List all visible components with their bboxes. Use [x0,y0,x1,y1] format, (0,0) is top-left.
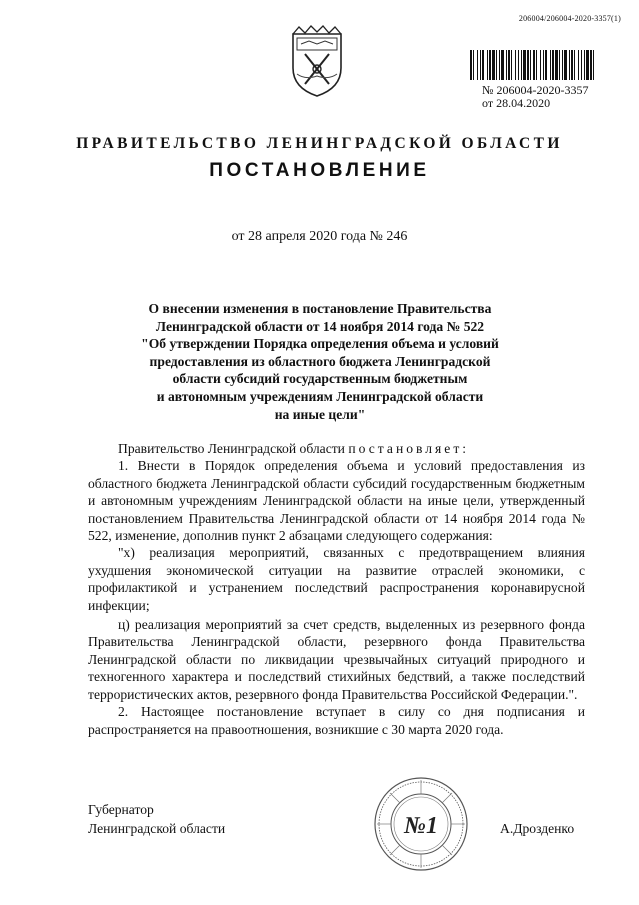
signer-title [88,800,225,838]
coat-of-arms-icon [285,24,349,98]
title-line: и автономным учреждениям Ленинградской области [156,388,484,404]
seal-number: №1 [404,813,438,839]
document-body [88,440,585,738]
signer-title-line-2: Ленинградской области [88,821,226,836]
intro-paragraph [88,440,585,457]
document-title [110,300,530,423]
signer-title-line-1: Губернатор [88,802,154,817]
organization-name: ПРАВИТЕЛЬСТВО ЛЕНИНГРАДСКОЙ ОБЛАСТИ [76,135,563,152]
registration-date: от 28.04.2020 [482,96,551,110]
title-line: О внесении изменения в постановление Правительства [148,301,492,316]
round-seal-icon [373,776,469,872]
title-line: области субсидий государственным бюджетным [172,371,468,387]
title-line: предоставления из областного бюджета Ленинградской [149,353,491,369]
paragraph-x: "х) реализация мероприятий, связанных с предотвращением влияния ухудшения экономической ситуации на развитие отраслей экономики, с профилактикой и устранением последствий распространения коронавирусной инфекции; [88,545,585,613]
document-code: 206004/206004-2020-3357(1) [518,14,621,23]
signer-name: А.Дрозденко [500,821,575,836]
document-type: ПОСТАНОВЛЕНИЕ [209,160,430,181]
title-line: на иные цели" [274,406,366,422]
document-date: от 28 апреля 2020 года № 246 [231,229,408,244]
registration-number: № 206004-2020-3357 [482,83,589,97]
intro-decree-word: постановляет: [348,441,470,456]
paragraph-1: 1. Внести в Порядок определения объема и условий предоставления из областного бюджета Ленинградской области субсидий государственным бюджетным и автономным учреждениям Ленинградской области на иные цели, утвержденный постановлением Правительства Ленинградской области от 14 ноября 2014 года № 522, изменение, дополнив пункт 2 абзацами следующего содержания: [88,458,585,544]
title-line: Ленинградской области от 14 ноября 2014 года № 522 [155,318,485,334]
intro-prefix: Правительство Ленинградской области [118,441,349,456]
barcode-icon [468,50,598,80]
paragraph-ts: ц) реализация мероприятий за счет средств, выделенных из резервного фонда Правительства Ленинградской области, резервного фонда Правительства Ленинградской области по ликвидации чрезвычайных ситуаций природного и техногенного характера и последствий стихийных бедствий, а также последствий террористических актов, резервного фонда Правительства Российской Федерации.". [88,617,585,702]
paragraph-2: 2. Настоящее постановление вступает в силу со дня подписания и распространяется на правоотношения, возникшие с 30 марта 2020 года. [88,704,585,737]
title-line: "Об утверждении Порядка определения объема и условий [141,336,499,352]
